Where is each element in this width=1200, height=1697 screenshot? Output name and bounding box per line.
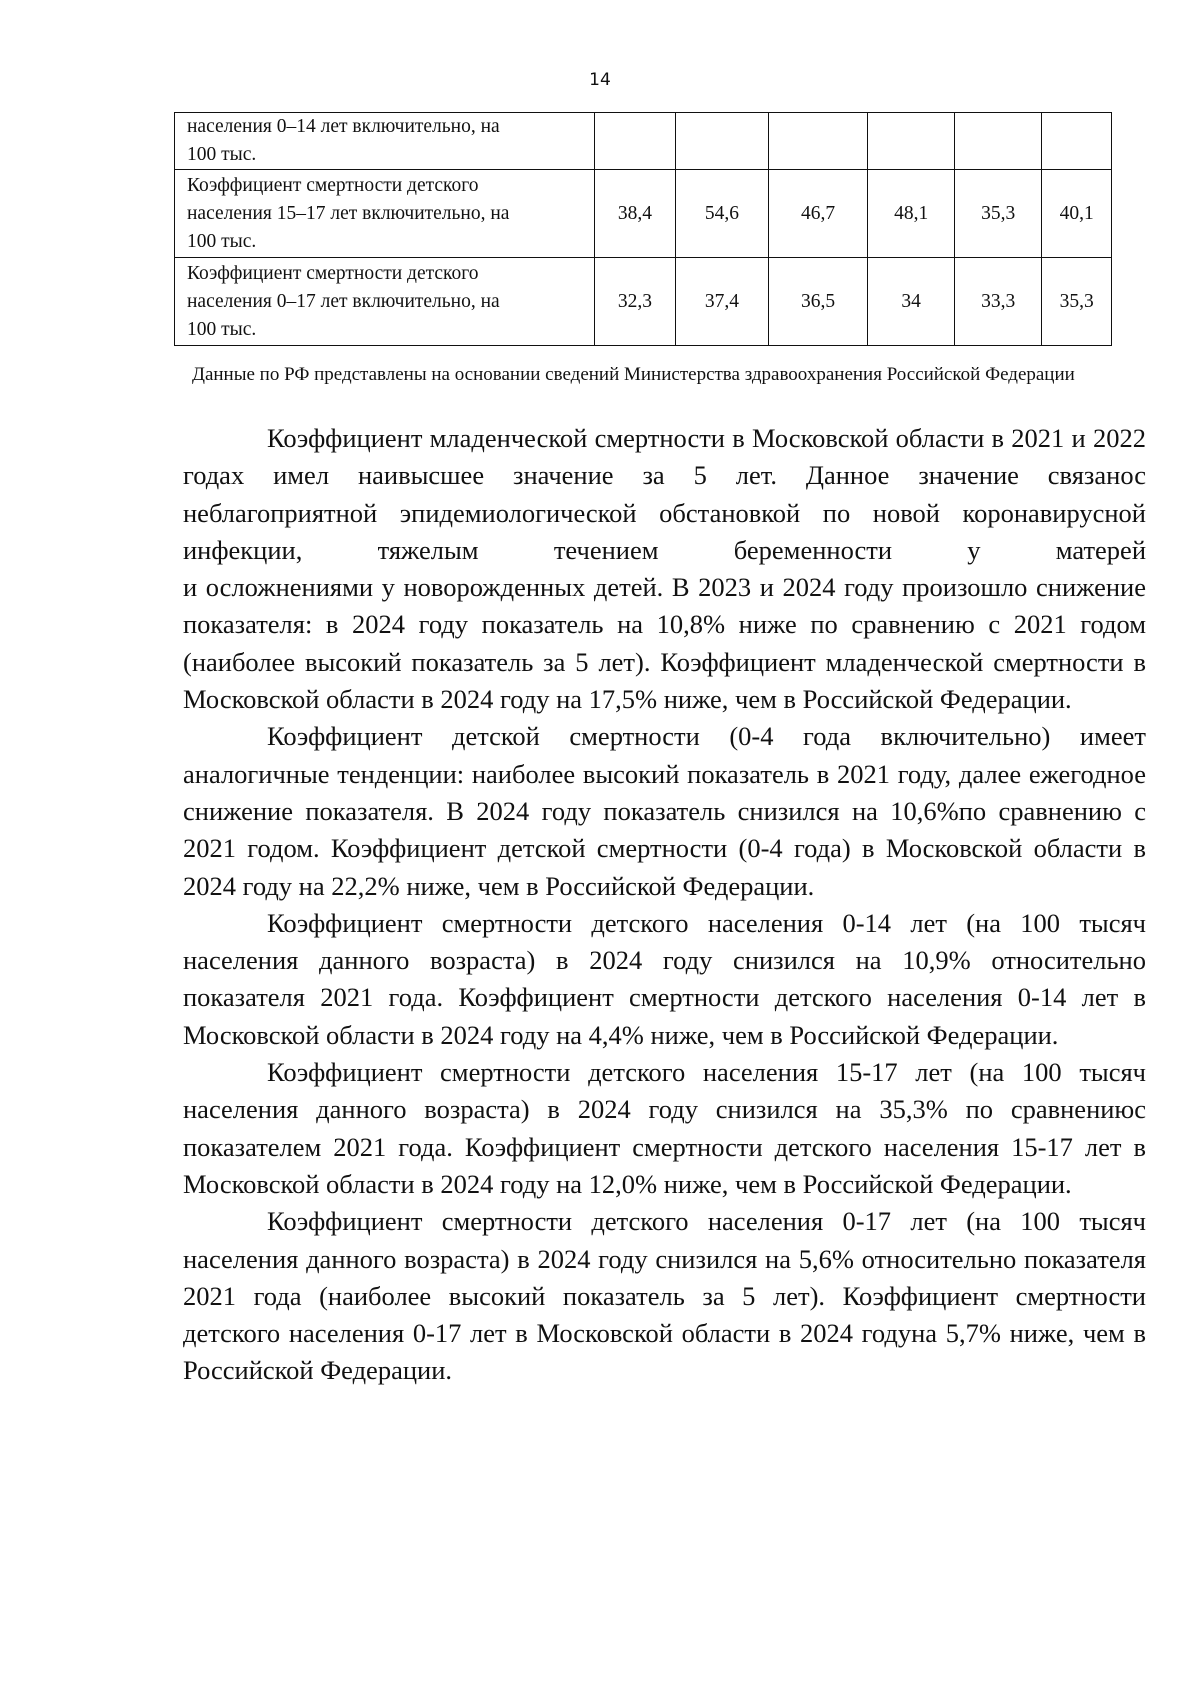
table-cell xyxy=(676,113,769,170)
table-cell xyxy=(954,113,1042,170)
table-cell: 46,7 xyxy=(768,170,868,258)
table-cell: 35,3 xyxy=(1042,258,1112,346)
table-cell xyxy=(594,113,676,170)
table-cell: 36,5 xyxy=(768,258,868,346)
table-cell: 54,6 xyxy=(676,170,769,258)
paragraph: Коэффициент смертности детского населения 15-17 лет (на 100 тысяч населения данного возраста) в 2024 году снизился на 35,3% по сравнениюс показателем 2021 года. Коэффициент смертности детского населения 15-17 лет в Московской области в 2024 году на 12,0% ниже, чем в Российской Федерации. xyxy=(183,1057,1146,1199)
paragraph: Коэффициент детской смертности (0-4 года включительно) имеет аналогичные тенденции: наиболее высокий показатель в 2021 году, далее ежегодное снижение показателя. В 2024 году показатель снизился на 10,6%по сравнению с 2021 годом. Коэффициент детской смертности (0-4 года) в Московской области в 2024 году на 22,2% ниже, чем в Российской Федерации. xyxy=(183,721,1146,901)
table-cell: 48,1 xyxy=(868,170,955,258)
table-source-note: Данные по РФ представлены на основании сведений Министерства здравоохранения Российской Федерации xyxy=(192,364,1075,385)
row-label: Коэффициент смертности детского населения 15–17 лет включительно, на 100 тыс. xyxy=(175,170,595,258)
table-cell: 40,1 xyxy=(1042,170,1112,258)
table-cell: 37,4 xyxy=(676,258,769,346)
table-cell xyxy=(868,113,955,170)
body-text xyxy=(183,420,1146,1390)
table-cell: 34 xyxy=(868,258,955,346)
table-cell: 33,3 xyxy=(954,258,1042,346)
table-cell xyxy=(768,113,868,170)
row-label: Коэффициент смертности детского населения 0–17 лет включительно, на 100 тыс. xyxy=(175,258,595,346)
row-label: населения 0–14 лет включительно, на 100 тыс. xyxy=(175,113,595,170)
table-row xyxy=(175,258,1112,346)
table-cell xyxy=(1042,113,1112,170)
table-cell: 35,3 xyxy=(954,170,1042,258)
paragraph: Коэффициент смертности детского населения 0-17 лет (на 100 тысяч населения данного возраста) в 2024 году снизился на 5,6% относительно показателя 2021 года (наиболее высокий показатель за 5 лет). Коэффициент смертности детского населения 0-17 лет в Московской области в 2024 годуна 5,7% ниже, чем в Российской Федерации. xyxy=(183,1206,1146,1386)
paragraph: и осложнениями у новорожденных детей. В 2023 и 2024 году произошло снижение показателя: в 2024 году показатель на 10,8% ниже по сравнению с 2021 годом (наиболее высокий показатель за 5 лет). Коэффициент младенческой смертности в Московской области в 2024 году на 17,5% ниже, чем в Российской Федерации. xyxy=(183,572,1146,715)
paragraph: Коэффициент младенческой смертности в Московской области в 2021 и 2022 годах имел наивысшее значение за 5 лет. Данное значение связанос неблагоприятной эпидемиологической обстановкой по новой коронавирусной инфекции, тяжелым течением беременности у матерей xyxy=(183,423,1146,565)
table-cell: 32,3 xyxy=(594,258,676,346)
page-number: 14 xyxy=(589,70,611,90)
table-row xyxy=(175,113,1112,170)
paragraph: Коэффициент смертности детского населения 0-14 лет (на 100 тысяч населения данного возраста) в 2024 году снизился на 10,9% относительно показателя 2021 года. Коэффициент смертности детского населения 0-14 лет в Московской области в 2024 году на 4,4% ниже, чем в Российской Федерации. xyxy=(183,907,1146,1050)
table-cell: 38,4 xyxy=(594,170,676,258)
mortality-table xyxy=(174,112,1112,346)
table-row xyxy=(175,170,1112,258)
